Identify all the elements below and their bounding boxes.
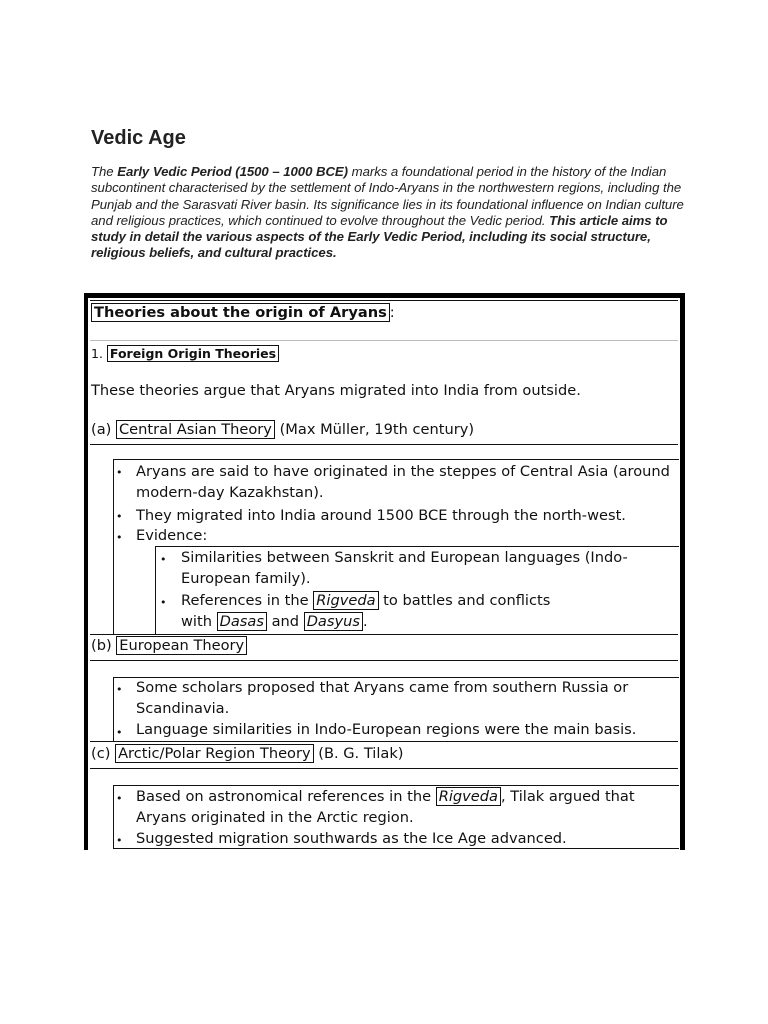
- c-box-bottom: [113, 848, 679, 849]
- c-bullet-1-line-1: [136, 788, 635, 805]
- dasas-term: Dasas: [217, 612, 267, 631]
- evidence-box-top: [155, 546, 679, 547]
- theory-c-top-line: [90, 741, 678, 742]
- theories-intro-line: These theories argue that Aryans migrated into India from outside.: [91, 382, 581, 399]
- theory-b-label: (b): [91, 637, 112, 654]
- bullet-icon: •: [116, 834, 123, 847]
- evidence-box-left: [155, 546, 156, 634]
- evidence-text: with: [181, 613, 217, 630]
- intro-aim-bold: This article aims to study in detail the various aspects of the Early Vedic Period, including its social structure, religious beliefs, and cultural practices.: [91, 212, 668, 261]
- evidence-text: .: [362, 613, 368, 630]
- theory-b-underline: [90, 660, 678, 661]
- theory-a-title: Central Asian Theory: [116, 420, 275, 439]
- subheading-number: 1.: [91, 346, 103, 361]
- document-frame-left: [84, 293, 88, 850]
- bullet-icon: •: [116, 792, 123, 805]
- intro-paragraph: [91, 164, 691, 262]
- evidence-text: References in the: [181, 592, 314, 609]
- c-bullet-1-line-2: Aryans originated in the Arctic region.: [136, 809, 414, 826]
- bullet-icon: •: [116, 726, 123, 739]
- evidence-text: and: [266, 613, 304, 630]
- rigveda-term: Rigveda: [436, 787, 501, 806]
- a-bullet-3: Evidence:: [136, 527, 208, 544]
- c-box-left: [113, 785, 114, 849]
- evidence-bullet-2-line-1: [181, 592, 550, 609]
- a-box-top: [113, 459, 679, 460]
- subheading-foreign-origin: [91, 346, 279, 361]
- theory-b-heading: [91, 637, 247, 654]
- theory-b-title: European Theory: [116, 636, 247, 655]
- a-bullet-2: They migrated into India around 1500 BCE through the north-west.: [136, 507, 626, 524]
- c-bullet-2: Suggested migration southwards as the Ice Age advanced.: [136, 830, 567, 847]
- document-frame-right: [680, 293, 685, 850]
- document-frame-top: [84, 293, 685, 298]
- section-heading: [91, 304, 395, 321]
- c-box-top: [113, 785, 679, 786]
- intro-text-1: The: [91, 164, 118, 179]
- section-colon: :: [389, 304, 395, 321]
- dasyus-term: Dasyus: [304, 612, 363, 631]
- theory-a-heading: [91, 421, 474, 438]
- theory-c-heading: [91, 745, 404, 762]
- intro-period-bold: Early Vedic Period (1500 – 1000 BCE): [117, 164, 349, 179]
- a-bullet-1-line-2: modern-day Kazakhstan).: [136, 484, 324, 501]
- theory-a-suffix: (Max Müller, 19th century): [274, 421, 475, 438]
- theory-c-label: (c): [91, 745, 111, 762]
- page-title: Vedic Age: [91, 127, 186, 149]
- theory-c-title: Arctic/Polar Region Theory: [115, 744, 314, 763]
- rigveda-term: Rigveda: [313, 591, 378, 610]
- b-bullet-1-line-1: Some scholars proposed that Aryans came from southern Russia or: [136, 679, 629, 696]
- b-bullet-1-line-2: Scandinavia.: [136, 700, 230, 717]
- bullet-icon: •: [116, 510, 123, 523]
- theory-b-top-line: [90, 634, 678, 635]
- evidence-text: to battles and conflicts: [378, 592, 551, 609]
- theory-c-underline: [90, 768, 678, 769]
- intro-text-2: marks a foundational period in the history of the Indian subcontinent characterised by the settlement of Indo-Aryans in the northwestern regions, including the Punjab and the Sarasvati River basin. Its significance lies in its foundational influence on Indian culture and religious practices, which continued to evolve throughout the Vedic period.: [91, 164, 684, 228]
- bullet-icon: •: [160, 553, 167, 566]
- subheading-title: Foreign Origin Theories: [107, 345, 279, 362]
- theory-c-suffix: (B. G. Tilak): [313, 745, 404, 762]
- a-box-left: [113, 459, 114, 634]
- bullet-icon: •: [116, 466, 123, 479]
- theory-a-underline: [90, 444, 678, 445]
- bullet-icon: •: [116, 683, 123, 696]
- header-row-bottom-line: [90, 340, 678, 341]
- b-box-left: [113, 677, 114, 741]
- evidence-bullet-2-line-2: [181, 613, 368, 630]
- b-bullet-2: Language similarities in Indo-European regions were the main basis.: [136, 721, 637, 738]
- b-box-top: [113, 677, 679, 678]
- bullet-icon: •: [116, 531, 123, 544]
- theory-a-label: (a): [91, 421, 112, 438]
- bullet-icon: •: [160, 596, 167, 609]
- evidence-bullet-1-line-2: European family).: [181, 570, 311, 587]
- evidence-bullet-1-line-1: Similarities between Sanskrit and European languages (Indo-: [181, 549, 628, 566]
- header-row-top-line: [90, 300, 678, 301]
- c-text: Based on astronomical references in the: [136, 788, 436, 805]
- a-bullet-1-line-1: Aryans are said to have originated in the steppes of Central Asia (around: [136, 463, 670, 480]
- c-text: , Tilak argued that: [500, 788, 635, 805]
- section-title: Theories about the origin of Aryans: [91, 303, 390, 322]
